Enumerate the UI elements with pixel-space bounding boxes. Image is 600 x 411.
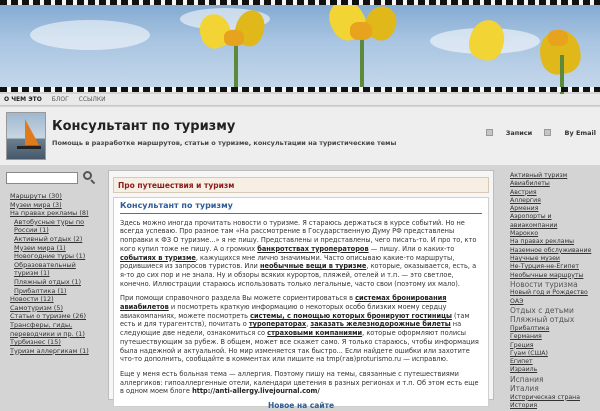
link-railway[interactable]: заказать железнодорожные билеты xyxy=(310,320,451,329)
text: на следующие две недели, ознакомиться со xyxy=(120,320,462,338)
site-title[interactable]: Консультант по туризму xyxy=(52,119,236,134)
tag-link[interactable]: Германия xyxy=(510,333,542,341)
link-bankruptcies[interactable]: банкротствах туроператоров xyxy=(257,244,369,253)
text: (там есть и для турагентств), почитать о xyxy=(120,311,470,329)
category-link[interactable]: Активный отдых (2) xyxy=(14,234,83,243)
search-input[interactable] xyxy=(6,172,78,184)
tag-link[interactable]: ОАЭ xyxy=(510,297,524,305)
feed-email-label: By Email xyxy=(564,129,596,137)
email-icon xyxy=(544,129,551,136)
tag-link[interactable]: Пляжный отдых xyxy=(510,315,575,325)
tag-link[interactable]: Италия xyxy=(510,384,539,394)
feed-posts-link[interactable] xyxy=(486,129,532,137)
post-paragraph-2 xyxy=(120,294,482,364)
post xyxy=(113,197,489,411)
post-title[interactable]: Консультант по туризму xyxy=(120,202,482,214)
link-allergy-blog[interactable]: http://anti-allergy.livejournal.com/ xyxy=(192,387,320,396)
category-link[interactable]: Самотуризм (5) xyxy=(10,303,64,312)
link-hotel-systems[interactable]: системы, с помощью которых бронируют гостиницы xyxy=(250,311,452,320)
tag-link[interactable]: Активный туризм xyxy=(510,172,568,179)
site-tagline: Помощь в разработке маршрутов, статьи о туризме, консультации на туристические темы xyxy=(52,139,397,147)
nav-item-blog[interactable]: БЛОГ xyxy=(51,96,69,103)
category-link[interactable]: Маршруты (30) xyxy=(10,192,62,200)
tag-link[interactable]: Армения xyxy=(510,205,539,213)
tag-link[interactable]: Отдых с детьми xyxy=(510,305,574,315)
text: — пишу. Или о каких-то xyxy=(368,244,455,253)
text: Еще у меня есть больная тема — аллергия. Поэтому пишу на темы, связанные с путешествиями аллергиков: гипоаллергенные отели, календари цветения в разных регионах и т.п. Об этом есть еще в одном моем блоге xyxy=(120,369,479,396)
tag-link[interactable]: Аллергия xyxy=(510,196,541,204)
tag-link[interactable]: Израиль xyxy=(510,366,538,374)
tag-link[interactable]: Научные музеи xyxy=(510,254,560,262)
category-item[interactable] xyxy=(6,287,102,296)
text: и посмотреть краткую информацию о некоторых особо близких моему сердцу авиакомпаниях, можете посмотреть xyxy=(120,303,447,320)
category-item[interactable] xyxy=(6,304,102,313)
category-item[interactable] xyxy=(6,347,102,356)
category-link[interactable]: Автобусные туры по России (1) xyxy=(14,217,85,235)
feed-posts-label: Записи xyxy=(505,129,533,137)
top-navigation xyxy=(0,94,600,106)
category-link[interactable]: Образовательный туризм (1) xyxy=(14,260,76,278)
tag-link[interactable]: Необычные маршруты xyxy=(510,271,584,279)
category-link[interactable]: На правах рекламы (8) xyxy=(10,209,89,218)
category-link[interactable]: Статьи о туризме (26) xyxy=(10,312,87,321)
nav-item-about[interactable]: О ЧЕМ ЭТО xyxy=(4,96,42,103)
category-link[interactable]: Турбизнес (15) xyxy=(10,338,61,347)
link-insurance[interactable]: страховыми компаниями xyxy=(267,329,363,338)
nav-item-links[interactable]: ССЫЛКИ xyxy=(78,96,106,103)
category-item[interactable] xyxy=(6,252,102,261)
category-item[interactable] xyxy=(6,278,102,287)
text: При помощи справочного раздела Вы можете сориентироваться в xyxy=(120,294,356,303)
right-sidebar xyxy=(506,166,600,410)
tag-link[interactable]: Испания xyxy=(510,374,544,384)
rss-icon xyxy=(486,129,493,136)
link-touroperators[interactable]: туроператорах xyxy=(248,320,307,329)
category-item[interactable] xyxy=(6,321,102,338)
category-list xyxy=(6,192,102,355)
category-item[interactable] xyxy=(6,218,102,235)
feed-email-link[interactable] xyxy=(544,129,596,137)
text: , кажущихся мне лично значимыми. Часто описываю какие-то маршруты, родившиеся из запросов туристов. Или xyxy=(120,253,455,271)
category-item[interactable] xyxy=(6,244,102,253)
category-link[interactable]: Прибалтика (1) xyxy=(14,286,67,295)
main-content xyxy=(108,170,494,411)
category-item[interactable] xyxy=(6,201,102,210)
text: , которые, оказывается, есть, а я-то до сих пор и не знала. Ну и обзоры всяких курортов, пляжей, отелей и т.п. — это светлое, конечно. Иллюстрации стараюсь использовать только легальные, часто свои (поэтому их мало). xyxy=(120,262,477,288)
tag-link[interactable]: Гуам (США) xyxy=(510,349,548,357)
post-paragraph-3 xyxy=(120,370,482,396)
category-link[interactable]: Новости (12) xyxy=(10,295,54,304)
site-header xyxy=(0,107,600,165)
category-item[interactable] xyxy=(6,261,102,278)
category-link[interactable]: Туризм аллергикам (1) xyxy=(10,346,89,355)
section-header xyxy=(113,177,489,193)
tag-link[interactable]: Греция xyxy=(510,341,534,349)
tag-link[interactable]: Новости туризма xyxy=(510,279,578,289)
header-banner-image xyxy=(0,0,600,92)
tag-link[interactable]: Наземное обслуживание xyxy=(510,246,592,254)
category-item[interactable] xyxy=(6,235,102,244)
tag-link[interactable]: Авиабилеты xyxy=(510,180,550,188)
tag-link[interactable]: Историческая страна xyxy=(510,393,581,401)
text: , xyxy=(306,320,311,329)
text: , которые оформляют полисы путешествующим за рубеж. В общем, может все скажет само. Я только стараюсь, чтобы информация была надежной и актуальной. Но мир изменяется так быстро... Если найдете ошибки или захотите что-то дополнить, сообщайте в комментах или пишите на tmp(гав)proturismo.ru — исправлю. xyxy=(120,329,479,364)
post-paragraph-1 xyxy=(120,219,482,289)
category-link[interactable]: Пляжный отдых (1) xyxy=(14,277,81,286)
category-link[interactable]: Музеи мира (1) xyxy=(14,243,66,252)
category-item[interactable] xyxy=(6,312,102,321)
tag-link[interactable]: На правах рекламы xyxy=(510,238,575,246)
link-events[interactable]: событиях в туризме xyxy=(120,253,196,262)
category-item[interactable] xyxy=(6,295,102,304)
left-sidebar xyxy=(0,166,104,400)
tag-list xyxy=(510,172,600,410)
category-item[interactable] xyxy=(6,338,102,347)
category-item[interactable] xyxy=(6,209,102,218)
tag-link[interactable]: Не-Турция-не-Египет xyxy=(510,263,579,271)
link-unusual[interactable]: необычные вещи в туризме xyxy=(259,262,367,271)
tag-link[interactable]: Новый год и Рождество xyxy=(510,289,588,297)
feed-links xyxy=(476,129,596,137)
category-item[interactable] xyxy=(6,192,102,201)
section-title: Про путешествия и туризм xyxy=(118,181,235,190)
tag-link[interactable]: Аэропорты и авиакомпании xyxy=(510,213,558,229)
text: Здесь можно иногда прочитать новости о туризме. Я стараюсь держаться в курсе событий. Но не всегда успеваю. Про разное там «На рассмотрение в Государственную Думу РФ представлены поправки к ФЗ О туризме...» я не пишу. Представлены и представлены, чего писать-то. И про то, кто кого купил тоже не пишу. А о громких xyxy=(120,218,477,253)
category-link[interactable]: Музеи мира (3) xyxy=(10,200,62,209)
link-booking-systems[interactable]: системах бронирования авиабилетов xyxy=(120,294,447,312)
search-button[interactable] xyxy=(82,170,96,184)
new-on-site-heading: Новое на сайте xyxy=(267,401,335,411)
category-link[interactable]: Трансферы, гиды, переводчики и пр. (1) xyxy=(10,320,85,338)
sailboat-logo-image xyxy=(6,112,46,160)
tag-link[interactable]: Египет xyxy=(510,358,533,366)
tag-link[interactable]: История xyxy=(510,402,538,410)
tag-link[interactable]: Марокко xyxy=(510,230,539,238)
tag-link[interactable]: Австрия xyxy=(510,188,537,196)
category-link[interactable]: Новогодние туры (1) xyxy=(14,252,86,261)
tag-link[interactable]: Прибалтика xyxy=(510,324,550,332)
